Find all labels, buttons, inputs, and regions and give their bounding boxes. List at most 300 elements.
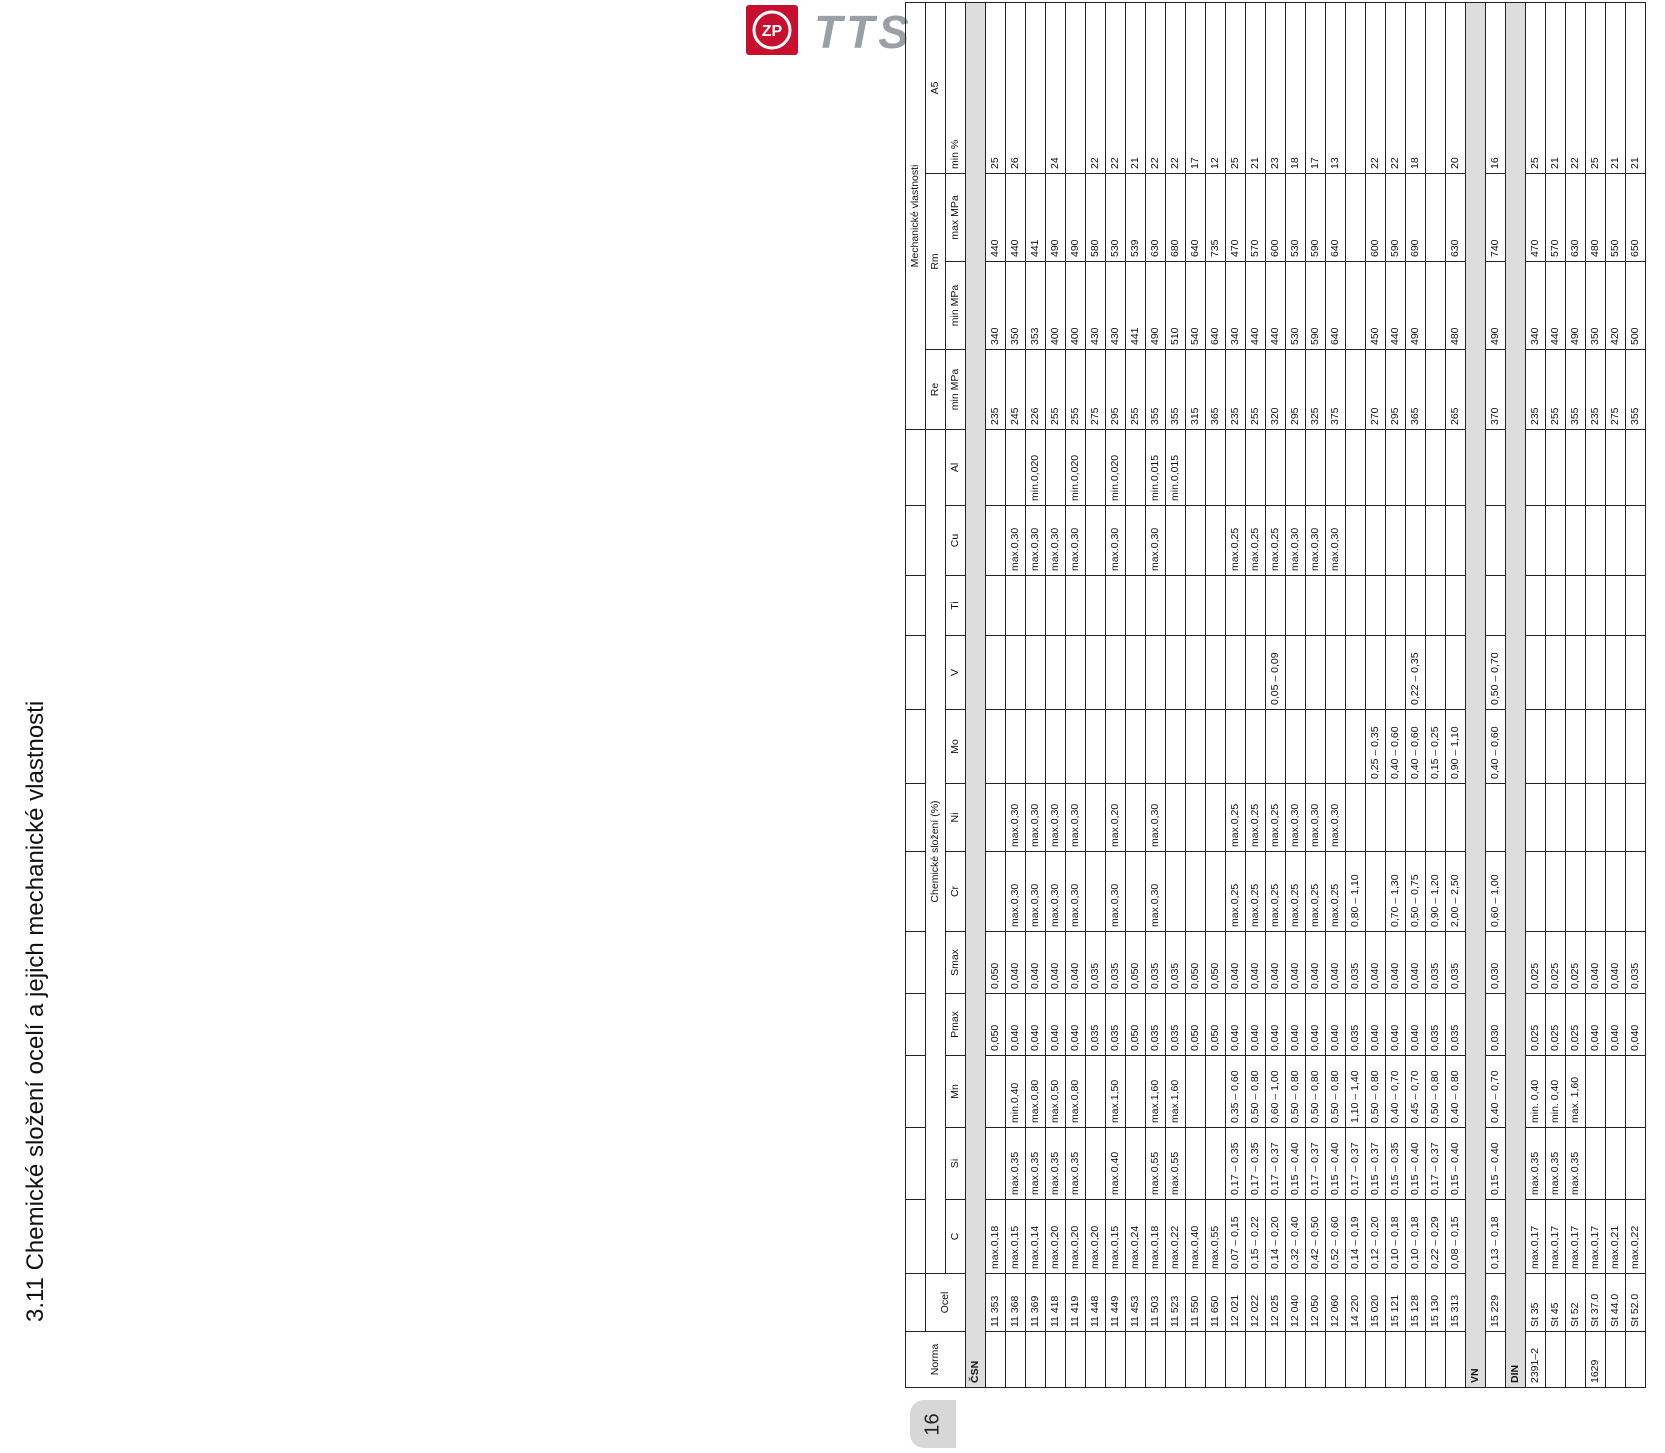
table-cell: 255 bbox=[1046, 350, 1066, 430]
table-cell bbox=[1166, 1332, 1186, 1388]
table-cell: 355 bbox=[1566, 350, 1586, 430]
table-cell bbox=[1186, 784, 1206, 852]
table-cell bbox=[1086, 1128, 1106, 1200]
table-cell bbox=[1126, 506, 1146, 576]
table-row bbox=[1366, 2, 1386, 1387]
table-cell: 0,15 – 0,22 bbox=[1246, 1200, 1266, 1274]
table-row bbox=[1306, 2, 1326, 1387]
table-cell: 0,040 bbox=[1246, 994, 1266, 1056]
table-cell bbox=[1266, 1332, 1286, 1388]
table-cell: 0,025 bbox=[1566, 994, 1586, 1056]
table-cell: 0,040 bbox=[1006, 994, 1026, 1056]
table-cell: max.0,25 bbox=[1286, 852, 1306, 932]
table-cell: 15 020 bbox=[1366, 1274, 1386, 1332]
table-cell bbox=[1566, 576, 1586, 636]
table-cell bbox=[1326, 1332, 1346, 1388]
table-cell: 0,50 – 0,70 bbox=[1486, 636, 1506, 710]
table-cell: 12 022 bbox=[1246, 1274, 1266, 1332]
table-cell: 20 bbox=[1446, 2, 1466, 173]
table-cell: min. 0,40 bbox=[1526, 1056, 1546, 1128]
table-cell: 0,035 bbox=[1426, 994, 1446, 1056]
table-cell: 11 503 bbox=[1146, 1274, 1166, 1332]
table-cell: 24 bbox=[1046, 2, 1066, 173]
table-row bbox=[1006, 2, 1026, 1387]
table-cell bbox=[1426, 430, 1446, 506]
table-cell bbox=[1426, 350, 1446, 430]
table-row bbox=[1206, 2, 1226, 1387]
table-cell: max.0,30 bbox=[1146, 506, 1166, 576]
table-cell bbox=[1286, 576, 1306, 636]
table-cell: max.0,30 bbox=[1026, 852, 1046, 932]
table-cell: 295 bbox=[1386, 350, 1406, 430]
table-cell: 400 bbox=[1046, 262, 1066, 350]
table-cell: 0,05 – 0,09 bbox=[1266, 636, 1286, 710]
header-element-c: C bbox=[946, 1200, 966, 1274]
table-cell: 25 bbox=[986, 2, 1006, 173]
table-cell bbox=[1586, 576, 1606, 636]
table-cell bbox=[1206, 1332, 1226, 1388]
table-cell bbox=[1346, 262, 1366, 350]
table-cell bbox=[1626, 576, 1646, 636]
table-cell: 0,040 bbox=[1306, 932, 1326, 994]
table-cell: 0,040 bbox=[1026, 932, 1046, 994]
table-cell: max.0,35 bbox=[1546, 1128, 1566, 1200]
table-cell bbox=[1306, 636, 1326, 710]
steel-composition-table bbox=[905, 2, 1646, 1388]
table-cell: 0,040 bbox=[1326, 994, 1346, 1056]
table-cell bbox=[1006, 576, 1026, 636]
table-cell bbox=[1486, 506, 1506, 576]
table-cell bbox=[1246, 710, 1266, 784]
table-cell bbox=[1066, 710, 1086, 784]
table-cell: 11 449 bbox=[1106, 1274, 1126, 1332]
table-cell: max.0,30 bbox=[1146, 784, 1166, 852]
table-cell: 0,17 – 0,37 bbox=[1426, 1128, 1446, 1200]
table-cell: 0,22 – 0,29 bbox=[1426, 1200, 1446, 1274]
table-cell bbox=[986, 1332, 1006, 1388]
table-cell: 353 bbox=[1026, 262, 1046, 350]
table-cell bbox=[1566, 636, 1586, 710]
table-cell: 16 bbox=[1486, 2, 1506, 173]
section-header-row bbox=[1506, 2, 1526, 1387]
table-row bbox=[1626, 2, 1646, 1387]
table-cell: max.0,25 bbox=[1266, 784, 1286, 852]
table-cell bbox=[1546, 852, 1566, 932]
table-cell: 490 bbox=[1146, 262, 1166, 350]
table-cell: 21 bbox=[1126, 2, 1146, 173]
table-cell bbox=[1406, 1332, 1426, 1388]
table-cell: 0,50 – 0,80 bbox=[1426, 1056, 1446, 1128]
table-cell bbox=[1306, 576, 1326, 636]
table-cell bbox=[1346, 1332, 1366, 1388]
table-cell bbox=[1526, 852, 1546, 932]
table-row bbox=[1286, 2, 1306, 1387]
table-cell: 0,80 – 1,10 bbox=[1346, 852, 1366, 932]
table-cell: 0,040 bbox=[1386, 994, 1406, 1056]
table-cell bbox=[1566, 710, 1586, 784]
table-cell bbox=[1606, 852, 1626, 932]
table-cell: 0,15 – 0,25 bbox=[1426, 710, 1446, 784]
table-cell bbox=[1226, 636, 1246, 710]
table-cell: 0,60 – 1,00 bbox=[1266, 1056, 1286, 1128]
table-cell: 0,035 bbox=[1446, 932, 1466, 994]
table-cell: 18 bbox=[1286, 2, 1306, 173]
table-cell bbox=[1306, 430, 1326, 506]
table-row bbox=[1346, 2, 1366, 1387]
table-cell: 0,035 bbox=[1106, 932, 1126, 994]
table-cell bbox=[1586, 1056, 1606, 1128]
table-cell bbox=[1526, 636, 1546, 710]
table-cell: 0,040 bbox=[1406, 932, 1426, 994]
table-cell: 0,40 – 0,70 bbox=[1486, 1056, 1506, 1128]
table-cell: 0,035 bbox=[1106, 994, 1126, 1056]
header-element-cr: Cr bbox=[946, 852, 966, 932]
header-element-ni: Ni bbox=[946, 784, 966, 852]
table-cell: 14 220 bbox=[1346, 1274, 1366, 1332]
table-cell: 11 353 bbox=[986, 1274, 1006, 1332]
table-cell: 0,050 bbox=[1126, 932, 1146, 994]
table-cell: 0,15 – 0,40 bbox=[1326, 1128, 1346, 1200]
table-cell bbox=[1386, 576, 1406, 636]
table-cell bbox=[1226, 430, 1246, 506]
table-row bbox=[1486, 2, 1506, 1387]
table-cell: max.0,22 bbox=[1626, 1200, 1646, 1274]
table-cell: 15 313 bbox=[1446, 1274, 1466, 1332]
table-cell: 0,025 bbox=[1546, 932, 1566, 994]
table-cell: 650 bbox=[1626, 174, 1646, 262]
table-row bbox=[1166, 2, 1186, 1387]
table-cell bbox=[1186, 1128, 1206, 1200]
table-cell bbox=[1426, 636, 1446, 710]
table-cell: 0,14 – 0,19 bbox=[1346, 1200, 1366, 1274]
section-label: DIN bbox=[1506, 2, 1526, 1387]
table-cell: max.0,17 bbox=[1566, 1200, 1586, 1274]
table-cell: max. 1,60 bbox=[1566, 1056, 1586, 1128]
table-cell: 510 bbox=[1166, 262, 1186, 350]
table-cell: max.0,40 bbox=[1106, 1128, 1126, 1200]
table-cell: 0,040 bbox=[1286, 994, 1306, 1056]
table-cell bbox=[1286, 636, 1306, 710]
table-cell: max.0,55 bbox=[1146, 1128, 1166, 1200]
table-cell bbox=[1546, 506, 1566, 576]
table-cell: 2391–2 bbox=[1526, 1332, 1546, 1388]
table-cell: max.0,25 bbox=[1246, 852, 1266, 932]
table-cell: 0,040 bbox=[1326, 932, 1346, 994]
table-cell bbox=[1086, 784, 1106, 852]
table-cell: max.0,25 bbox=[1266, 852, 1286, 932]
table-cell: 0,32 – 0,40 bbox=[1286, 1200, 1306, 1274]
table-cell: 0,040 bbox=[1266, 932, 1286, 994]
table-cell: 600 bbox=[1266, 174, 1286, 262]
table-cell: min.0,020 bbox=[1026, 430, 1046, 506]
table-cell: 0,035 bbox=[1086, 994, 1106, 1056]
table-cell: 12 060 bbox=[1326, 1274, 1346, 1332]
table-cell: 0,40 – 0,70 bbox=[1386, 1056, 1406, 1128]
table-cell bbox=[1086, 1056, 1106, 1128]
table-cell: 0,040 bbox=[1386, 932, 1406, 994]
table-cell bbox=[1006, 710, 1026, 784]
table-cell: 470 bbox=[1226, 174, 1246, 262]
table-cell: max.0,35 bbox=[1526, 1128, 1546, 1200]
table-cell bbox=[1066, 2, 1086, 173]
table-cell bbox=[1066, 576, 1086, 636]
table-cell: 0,040 bbox=[1006, 932, 1026, 994]
table-cell: 0,040 bbox=[1046, 932, 1066, 994]
table-cell: 400 bbox=[1066, 262, 1086, 350]
table-cell: max.0,30 bbox=[1326, 506, 1346, 576]
table-cell: max.0,40 bbox=[1186, 1200, 1206, 1274]
table-cell: max.0,55 bbox=[1166, 1128, 1186, 1200]
table-cell: 430 bbox=[1106, 262, 1126, 350]
table-cell: 325 bbox=[1306, 350, 1326, 430]
table-cell: 265 bbox=[1446, 350, 1466, 430]
table-cell bbox=[1186, 710, 1206, 784]
table-cell bbox=[1346, 784, 1366, 852]
table-cell: 0,040 bbox=[1586, 932, 1606, 994]
table-cell: max.0,30 bbox=[1066, 784, 1086, 852]
table-cell: 0,040 bbox=[1266, 994, 1286, 1056]
table-cell: 0,025 bbox=[1546, 994, 1566, 1056]
table-cell bbox=[1206, 1056, 1226, 1128]
table-cell bbox=[1286, 430, 1306, 506]
table-cell: 21 bbox=[1546, 2, 1566, 173]
table-cell: 0,50 – 0,80 bbox=[1246, 1056, 1266, 1128]
table-cell: 0,035 bbox=[1446, 994, 1466, 1056]
table-cell: max.0,30 bbox=[1006, 852, 1026, 932]
table-cell: 0,040 bbox=[1606, 932, 1626, 994]
table-cell: 630 bbox=[1446, 174, 1466, 262]
table-cell: 590 bbox=[1386, 174, 1406, 262]
table-cell: max.0,35 bbox=[1026, 1128, 1046, 1200]
table-cell: 0,040 bbox=[1246, 932, 1266, 994]
table-cell bbox=[1226, 576, 1246, 636]
table-cell bbox=[1226, 710, 1246, 784]
table-cell: 640 bbox=[1326, 174, 1346, 262]
table-cell: max.0,30 bbox=[1046, 852, 1066, 932]
table-cell bbox=[1286, 1332, 1306, 1388]
table-cell: max.0,25 bbox=[1226, 852, 1246, 932]
table-cell: 0,040 bbox=[1306, 994, 1326, 1056]
table-cell bbox=[986, 430, 1006, 506]
table-cell: 0,50 – 0,80 bbox=[1286, 1056, 1306, 1128]
table-cell: 15 121 bbox=[1386, 1274, 1406, 1332]
table-cell bbox=[1386, 430, 1406, 506]
table-cell bbox=[1126, 576, 1146, 636]
table-cell: 365 bbox=[1406, 350, 1426, 430]
table-cell bbox=[1426, 784, 1446, 852]
table-cell: 235 bbox=[1586, 350, 1606, 430]
table-cell bbox=[1406, 784, 1426, 852]
table-row bbox=[1546, 2, 1566, 1387]
table-cell: 0,035 bbox=[1626, 932, 1646, 994]
table-cell bbox=[1406, 430, 1426, 506]
table-cell bbox=[1026, 1332, 1046, 1388]
table-cell bbox=[1486, 1332, 1506, 1388]
table-cell bbox=[1626, 852, 1646, 932]
table-row bbox=[1086, 2, 1106, 1387]
table-cell: 0,90 – 1,20 bbox=[1426, 852, 1446, 932]
page-title: 3.11 Chemické složení ocelí a jejich mechanické vlastnosti bbox=[22, 700, 49, 1322]
table-cell bbox=[1486, 576, 1506, 636]
table-cell: 270 bbox=[1366, 350, 1386, 430]
table-cell: 1,10 – 1,40 bbox=[1346, 1056, 1366, 1128]
table-cell: min. 0,40 bbox=[1546, 1056, 1566, 1128]
table-cell: 22 bbox=[1366, 2, 1386, 173]
table-cell: 11 418 bbox=[1046, 1274, 1066, 1332]
table-cell: 13 bbox=[1326, 2, 1346, 173]
table-cell: max.0,25 bbox=[1226, 506, 1246, 576]
table-row bbox=[1146, 2, 1166, 1387]
table-row bbox=[1526, 2, 1546, 1387]
table-cell: max.1,50 bbox=[1106, 1056, 1126, 1128]
table-cell bbox=[1166, 506, 1186, 576]
table-row bbox=[1026, 2, 1046, 1387]
table-cell: 0,07 – 0,15 bbox=[1226, 1200, 1246, 1274]
table-cell bbox=[1086, 636, 1106, 710]
table-row bbox=[986, 2, 1006, 1387]
table-cell: max.0,30 bbox=[1286, 506, 1306, 576]
table-cell bbox=[1446, 430, 1466, 506]
table-cell: min.0,40 bbox=[1006, 1056, 1026, 1128]
table-cell: 640 bbox=[1326, 262, 1346, 350]
table-cell bbox=[1606, 576, 1626, 636]
table-cell bbox=[1626, 1056, 1646, 1128]
table-cell: 11 369 bbox=[1026, 1274, 1046, 1332]
table-cell bbox=[1546, 784, 1566, 852]
table-cell: 0,10 – 0,18 bbox=[1386, 1200, 1406, 1274]
table-cell: 15 130 bbox=[1426, 1274, 1446, 1332]
table-cell bbox=[1046, 710, 1066, 784]
table-cell bbox=[1206, 576, 1226, 636]
table-cell bbox=[1106, 1332, 1126, 1388]
table-cell: 0,040 bbox=[1406, 994, 1426, 1056]
table-cell bbox=[1126, 1056, 1146, 1128]
table-cell: max.0,25 bbox=[1226, 784, 1246, 852]
table-cell: 12 040 bbox=[1286, 1274, 1306, 1332]
table-cell: 0,040 bbox=[1366, 994, 1386, 1056]
table-cell: 0,040 bbox=[1586, 994, 1606, 1056]
table-cell bbox=[1246, 430, 1266, 506]
table-cell: 0,035 bbox=[1146, 994, 1166, 1056]
table-cell: 12 050 bbox=[1306, 1274, 1326, 1332]
table-cell: max.0,15 bbox=[1006, 1200, 1026, 1274]
table-cell: 275 bbox=[1086, 350, 1106, 430]
table-cell: 0,14 – 0,20 bbox=[1266, 1200, 1286, 1274]
table-cell bbox=[1026, 636, 1046, 710]
table-cell bbox=[1146, 576, 1166, 636]
table-cell bbox=[1186, 852, 1206, 932]
table-cell: 0,17 – 0,37 bbox=[1306, 1128, 1326, 1200]
table-cell: 0,60 – 1,00 bbox=[1486, 852, 1506, 932]
table-cell: St 45 bbox=[1546, 1274, 1566, 1332]
table-cell bbox=[1086, 506, 1106, 576]
table-cell: max.0,30 bbox=[1306, 506, 1326, 576]
table-cell: 0,15 – 0,40 bbox=[1406, 1128, 1426, 1200]
header-ocel: Ocel bbox=[926, 1274, 966, 1332]
table-cell: max.1,60 bbox=[1146, 1056, 1166, 1128]
table-cell: 11 368 bbox=[1006, 1274, 1026, 1332]
table-cell bbox=[1246, 576, 1266, 636]
table-cell bbox=[1386, 636, 1406, 710]
table-cell: 0,040 bbox=[1366, 932, 1386, 994]
table-cell bbox=[1206, 852, 1226, 932]
table-cell: 539 bbox=[1126, 174, 1146, 262]
table-cell bbox=[1346, 2, 1366, 173]
header-norma: Norma bbox=[906, 1332, 966, 1388]
table-cell: 25 bbox=[1226, 2, 1246, 173]
table-cell bbox=[1566, 430, 1586, 506]
table-cell bbox=[1226, 1332, 1246, 1388]
table-row bbox=[1126, 2, 1146, 1387]
table-cell bbox=[1126, 1332, 1146, 1388]
table-cell: 590 bbox=[1306, 262, 1326, 350]
table-cell: 0,040 bbox=[1606, 994, 1626, 1056]
table-cell bbox=[1546, 636, 1566, 710]
table-cell bbox=[1426, 1332, 1446, 1388]
table-cell bbox=[1586, 710, 1606, 784]
table-cell: max.0,35 bbox=[1046, 1128, 1066, 1200]
table-cell: 0,035 bbox=[1086, 932, 1106, 994]
table-cell: min.0,020 bbox=[1066, 430, 1086, 506]
table-row bbox=[1046, 2, 1066, 1387]
table-cell: 340 bbox=[1526, 262, 1546, 350]
table-cell bbox=[1126, 852, 1146, 932]
table-cell bbox=[1126, 710, 1146, 784]
header-element-ti: Ti bbox=[946, 576, 966, 636]
table-cell: 21 bbox=[1246, 2, 1266, 173]
table-cell: 0,13 – 0,18 bbox=[1486, 1200, 1506, 1274]
table-cell: 550 bbox=[1606, 174, 1626, 262]
table-cell bbox=[1486, 430, 1506, 506]
table-cell: 23 bbox=[1266, 2, 1286, 173]
table-cell: 320 bbox=[1266, 350, 1286, 430]
table-cell bbox=[1486, 784, 1506, 852]
table-cell: 440 bbox=[1246, 262, 1266, 350]
table-cell: max.0,21 bbox=[1606, 1200, 1626, 1274]
header-a5: A5 bbox=[926, 2, 946, 173]
table-cell bbox=[1246, 636, 1266, 710]
table-cell bbox=[1006, 430, 1026, 506]
table-cell: 0,17 – 0,37 bbox=[1346, 1128, 1366, 1200]
table-cell: 630 bbox=[1566, 174, 1586, 262]
table-cell: max.0,30 bbox=[1046, 784, 1066, 852]
table-cell: 580 bbox=[1086, 174, 1106, 262]
table-cell: 640 bbox=[1206, 262, 1226, 350]
table-cell: 0,50 – 0,80 bbox=[1306, 1056, 1326, 1128]
table-cell bbox=[986, 852, 1006, 932]
table-cell: max.0,30 bbox=[1106, 506, 1126, 576]
table-cell bbox=[1326, 576, 1346, 636]
table-cell: 690 bbox=[1406, 174, 1426, 262]
table-cell: 0,050 bbox=[986, 932, 1006, 994]
table-cell: max.0,30 bbox=[1066, 852, 1086, 932]
table-cell: 0,40 – 0,60 bbox=[1406, 710, 1426, 784]
table-cell bbox=[1186, 1056, 1206, 1128]
table-cell bbox=[1426, 2, 1446, 173]
table-header bbox=[906, 2, 966, 1387]
table-cell: 0,025 bbox=[1526, 994, 1546, 1056]
header-element-si: Si bbox=[946, 1128, 966, 1200]
table-cell bbox=[1206, 636, 1226, 710]
table-cell: 370 bbox=[1486, 350, 1506, 430]
table-cell bbox=[1606, 430, 1626, 506]
table-cell: 17 bbox=[1186, 2, 1206, 173]
table-cell bbox=[1586, 852, 1606, 932]
table-cell: max.0,20 bbox=[1046, 1200, 1066, 1274]
table-cell: 12 bbox=[1206, 2, 1226, 173]
table-cell: 11 523 bbox=[1166, 1274, 1186, 1332]
table-cell bbox=[1086, 852, 1106, 932]
